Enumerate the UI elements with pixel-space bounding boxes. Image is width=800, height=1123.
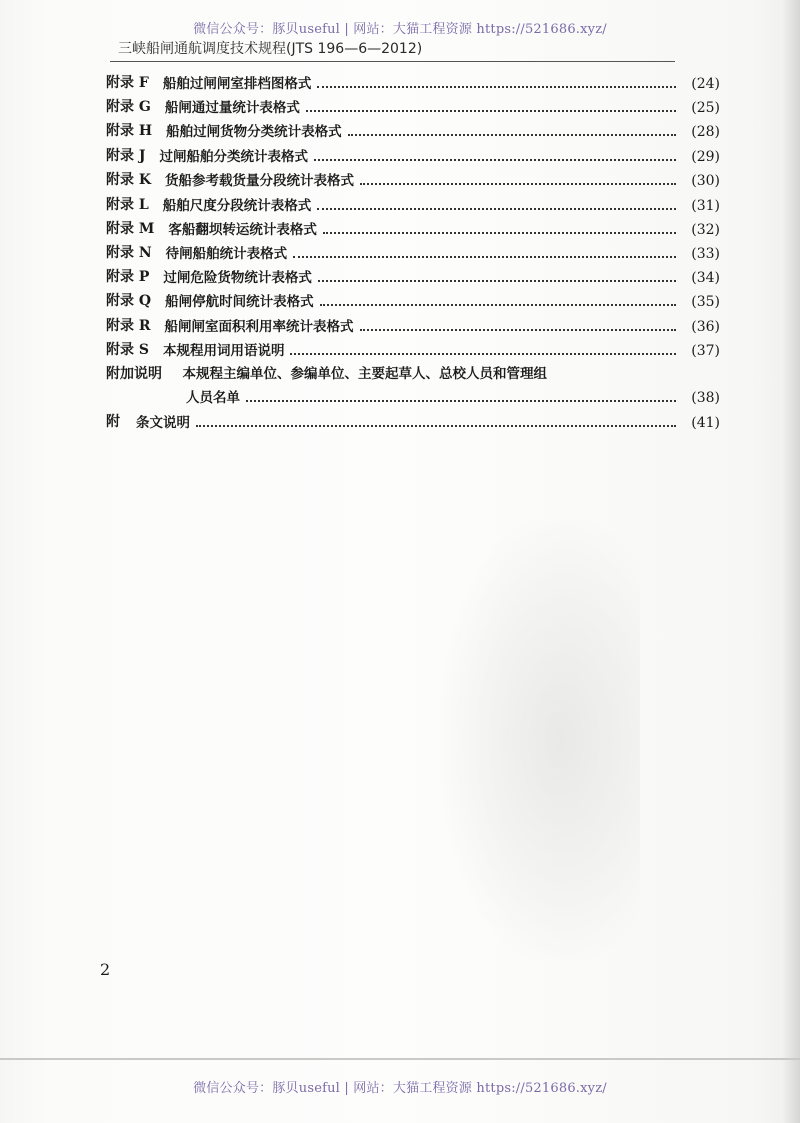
toc-code: 附录 M (106, 221, 155, 237)
toc-code: 附录 H (106, 123, 153, 139)
toc-page: (38) (691, 390, 720, 406)
page-number: 2 (100, 960, 111, 979)
toc-title: 本规程主编单位、参编单位、主要起草人、总校人员和管理组 (182, 366, 547, 382)
toc-title: 待闸船舶统计表格式 (165, 246, 288, 262)
toc-page: (33) (691, 246, 720, 262)
toc-code: 附录 N (106, 245, 152, 261)
toc-page: (30) (691, 173, 720, 189)
toc-entry[interactable] (106, 337, 720, 359)
toc-entry[interactable] (106, 143, 720, 165)
toc-title: 船闸停航时间统计表格式 (165, 294, 314, 310)
toc-title: 人员名单 (186, 390, 240, 406)
toc-leader (348, 134, 676, 136)
toc-entry-additional-cont[interactable] (186, 384, 720, 406)
toc-entry[interactable] (106, 94, 720, 116)
scan-bottom-edge (0, 1058, 800, 1060)
toc-title: 货船参考载货量分段统计表格式 (165, 173, 355, 189)
toc-code: 附录 P (106, 269, 150, 285)
toc-entry[interactable] (106, 70, 720, 92)
toc-title: 船闸通过量统计表格式 (164, 100, 300, 116)
toc-code: 附录 J (106, 148, 146, 164)
toc-entry-additional[interactable] (106, 362, 547, 383)
toc-code: 附录 G (106, 99, 151, 115)
toc-leader (293, 256, 676, 258)
toc-page: (28) (691, 124, 720, 140)
toc-page: (32) (691, 222, 720, 238)
toc-leader (196, 425, 676, 427)
toc-entry[interactable] (106, 240, 720, 262)
toc-page: (24) (691, 76, 720, 92)
toc-code: 附录 K (106, 172, 152, 188)
toc-code: 附 (106, 414, 120, 430)
toc-page: (41) (691, 415, 720, 431)
toc-entry[interactable] (106, 192, 720, 214)
toc-leader (323, 232, 676, 234)
scan-edge-shadow (782, 0, 800, 1123)
toc-entry[interactable] (106, 216, 720, 238)
toc-page: (29) (691, 149, 720, 165)
toc-title: 船闸闸室面积利用率统计表格式 (164, 319, 354, 335)
toc-leader (246, 400, 676, 402)
toc-title: 船舶过闸闸室排档图格式 (162, 76, 312, 92)
watermark-bottom: 微信公众号：豚贝useful | 网站：大猫工程资源 https://521686.xyz/ (193, 1081, 607, 1096)
toc-title: 船舶尺度分段统计表格式 (162, 198, 312, 214)
toc-code: 附加说明 (106, 366, 162, 382)
toc-entry[interactable] (106, 313, 720, 335)
toc-code: 附录 S (106, 342, 149, 358)
header-rule (110, 61, 675, 62)
toc-entry[interactable] (106, 288, 720, 310)
bleed-through-shadow (440, 520, 640, 960)
running-header: 三峡船闸通航调度技术规程(JTS 196—6—2012) (118, 41, 423, 57)
toc-page: (31) (691, 198, 720, 214)
toc-page: (34) (691, 270, 720, 286)
toc-code: 附录 F (106, 75, 149, 91)
toc-code: 附录 R (106, 318, 151, 334)
toc-leader (360, 183, 676, 185)
toc-code: 附录 L (106, 197, 149, 213)
toc-leader (318, 280, 676, 282)
toc-title: 客船翻坝转运统计表格式 (168, 222, 317, 238)
toc-leader (306, 110, 676, 112)
toc-title: 条文说明 (136, 415, 190, 431)
toc-title: 本规程用词用语说明 (162, 343, 285, 359)
toc-title: 过闸危险货物统计表格式 (163, 270, 312, 286)
toc-page: (37) (691, 343, 720, 359)
toc-entry[interactable] (106, 167, 720, 189)
toc-code: 附录 Q (106, 293, 152, 309)
toc-page: (36) (691, 319, 720, 335)
toc-leader (317, 86, 676, 88)
toc-leader (360, 329, 676, 331)
toc-entry[interactable] (106, 409, 720, 431)
toc-leader (314, 159, 676, 161)
toc-page: (35) (691, 294, 720, 310)
toc-entry[interactable] (106, 118, 720, 140)
toc-leader (320, 304, 676, 306)
toc-entry[interactable] (106, 264, 720, 286)
watermark-top: 微信公众号：豚贝useful | 网站：大猫工程资源 https://521686.xyz/ (193, 22, 607, 37)
toc-page: (25) (691, 100, 720, 116)
toc-title: 过闸船舶分类统计表格式 (159, 149, 308, 165)
toc-title: 船舶过闸货物分类统计表格式 (166, 124, 342, 140)
toc-leader (317, 208, 676, 210)
toc-leader (290, 353, 676, 355)
